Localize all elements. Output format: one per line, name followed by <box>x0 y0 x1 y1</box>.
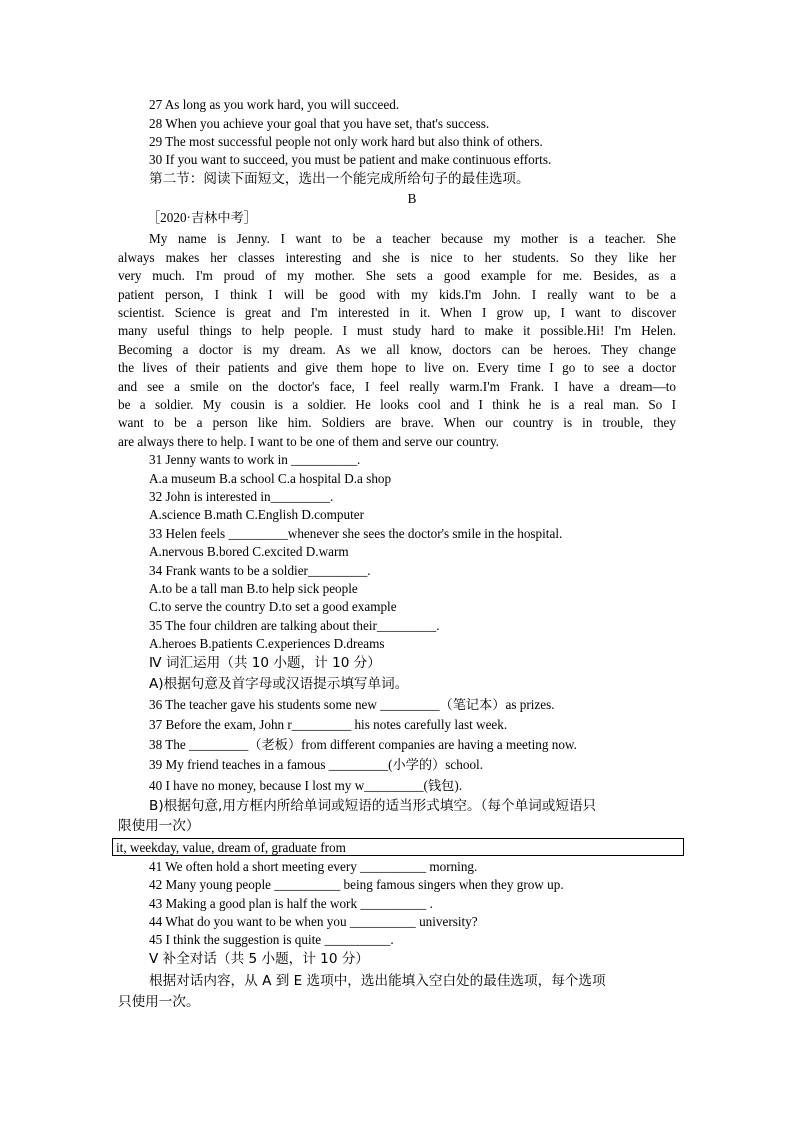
item-43: 43 Making a good plan is half the work __________ . <box>149 896 433 911</box>
passage-line: My name is Jenny. I want to be a teacher because my mother is a teacher. She <box>149 231 676 246</box>
answer-line-28: 28 When you achieve your goal that you have set, that's success. <box>149 116 490 131</box>
passage-line: always makes her classes interesting and she is nice to her students. So they like her <box>118 250 676 265</box>
word-box: it, weekday, value, dream of, graduate from <box>112 838 684 856</box>
passage-line: very much. I'm proud of my mother. She sets a good example for me. Besides, as a <box>118 268 676 283</box>
section-5-instructions-cont: 只使用一次。 <box>118 994 200 1010</box>
passage-line: be a soldier. My cousin is a soldier. He looks cool and I think he is a real man. So I <box>118 397 676 412</box>
question-35-options: A.heroes B.patients C.experiences D.dreams <box>149 636 385 651</box>
passage-source: ［2020·吉林中考］ <box>147 210 257 225</box>
answer-line-27: 27 As long as you work hard, you will succeed. <box>149 97 400 112</box>
item-36: 36 The teacher gave his students some new _________（笔记本）as prizes. <box>149 697 555 712</box>
question-34-options-ab: A.to be a tall man B.to help sick people <box>149 581 358 596</box>
answer-line-29: 29 The most successful people not only work hard but also think of others. <box>149 134 543 149</box>
passage-line: the lives of their patients and give them hope to live on. Every time I go to see a doctor <box>118 360 676 375</box>
question-31-options: A.a museum B.a school C.a hospital D.a shop <box>149 471 392 486</box>
section-2-heading: 第二节：阅读下面短文，选出一个能完成所给句子的最佳选项。 <box>149 171 530 187</box>
part-b-heading: B)根据句意,用方框内所给单词或短语的适当形式填空。（每个单词或短语只 <box>149 798 597 814</box>
question-34-options-cd: C.to serve the country D.to set a good example <box>149 599 397 614</box>
part-b-heading-cont: 限使用一次） <box>118 818 200 834</box>
question-35: 35 The four children are talking about their_________. <box>149 618 440 633</box>
passage-letter: B <box>407 191 417 206</box>
question-32-options: A.science B.math C.English D.computer <box>149 507 364 522</box>
item-41: 41 We often hold a short meeting every __________ morning. <box>149 859 478 874</box>
question-34: 34 Frank wants to be a soldier_________. <box>149 563 371 578</box>
passage-line: scientist. Science is great and I'm interested in it. When I grow up, I want to discover <box>118 305 676 320</box>
question-33-options: A.nervous B.bored C.excited D.warm <box>149 544 349 559</box>
section-5-heading: Ⅴ 补全对话（共 5 小题，计 10 分） <box>149 951 369 967</box>
question-33: 33 Helen feels _________whenever she sees the doctor's smile in the hospital. <box>149 526 563 541</box>
item-45: 45 I think the suggestion is quite __________. <box>149 932 394 947</box>
item-44: 44 What do you want to be when you __________ university? <box>149 914 478 929</box>
answer-line-30: 30 If you want to succeed, you must be patient and make continuous efforts. <box>149 152 552 167</box>
item-42: 42 Many young people __________ being famous singers when they grow up. <box>149 877 564 892</box>
item-39: 39 My friend teaches in a famous _________(小学的）school. <box>149 757 484 772</box>
passage-line: and see a smile on the doctor's face, I feel really warm.I'm Frank. I have a dream—to <box>118 379 676 394</box>
passage-line: patient person, I think I will be good with my kids.I'm John. I really want to be a <box>118 287 676 302</box>
part-a-heading: A)根据句意及首字母或汉语提示填写单词。 <box>149 676 409 692</box>
item-38: 38 The _________（老板）from different companies are having a meeting now. <box>149 737 577 752</box>
passage-line: Becoming a doctor is my dream. As we all know, doctors can be heroes. They change <box>118 342 676 357</box>
passage-line: want to be a person like him. Soldiers are brave. When our country is in trouble, they <box>118 415 676 430</box>
section-4-heading: Ⅳ 词汇运用（共 10 小题，计 10 分） <box>149 655 381 671</box>
item-37: 37 Before the exam, John r_________ his notes carefully last week. <box>149 717 508 732</box>
passage-line-last: are always there to help. I want to be one of them and serve our country. <box>118 434 500 449</box>
question-31: 31 Jenny wants to work in __________. <box>149 452 361 467</box>
question-32: 32 John is interested in_________. <box>149 489 334 504</box>
item-40: 40 I have no money, because I lost my w_________(钱包). <box>149 778 463 793</box>
section-5-instructions: 根据对话内容，从 A 到 E 选项中，选出能填入空白处的最佳选项，每个选项 <box>149 973 606 989</box>
passage-line: many useful things to help people. I must study hard to make it possible.Hi! I'm Helen. <box>118 323 676 338</box>
